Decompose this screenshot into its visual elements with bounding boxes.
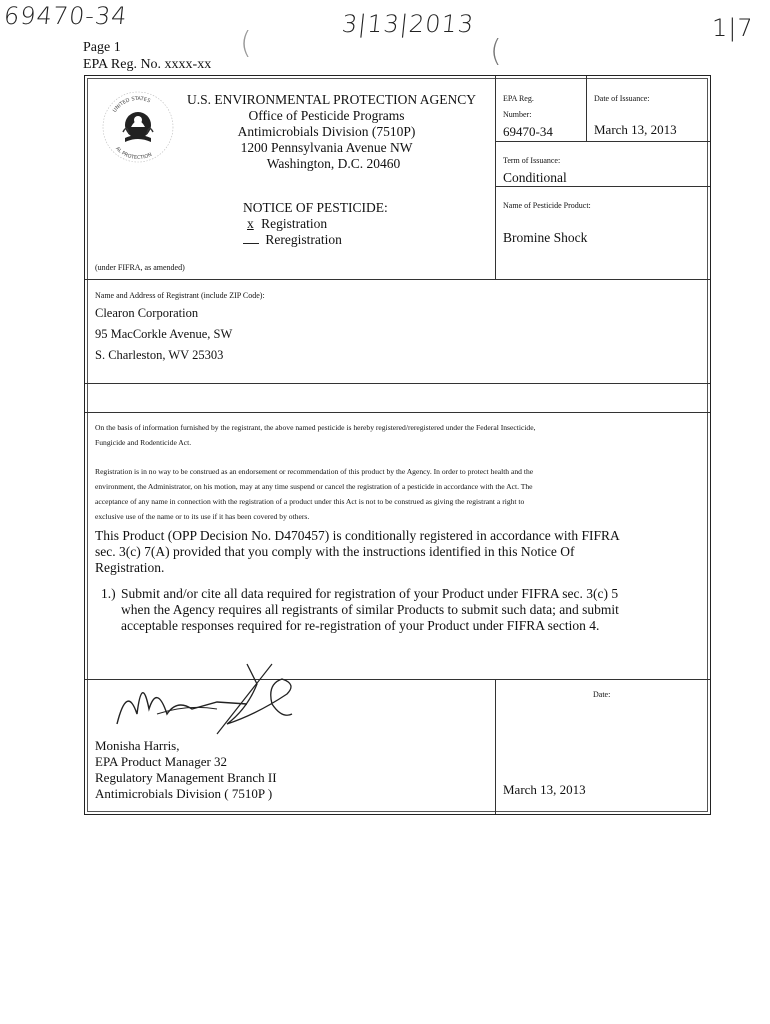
handwritten-reg-number: 69470-34 [2,2,130,30]
epa-reg-header: EPA Reg. No. xxxx-xx [83,57,212,72]
paragraph-line: sec. 3(c) 7(A) provided that you comply with the instructions identified in this Notice Of [95,544,575,559]
number-label: Number: [503,110,532,119]
handwritten-page-mark: 1|7 [712,14,754,42]
reregistration-label: Reregistration [265,232,342,247]
date-of-issuance-label: Date of Issuance: [594,94,650,103]
seal-text-top: UNITED STATES [111,95,152,114]
item-line: Submit and/or cite all data required for registration of your Product under FIFRA sec. 3(c) 5 [121,586,619,601]
page-number: Page 1 [83,40,121,55]
product-name-label: Name of Pesticide Product: [503,201,591,210]
agency-name: U.S. ENVIRONMENTAL PROTECTION AGENCY [187,92,477,107]
registrant-label: Name and Address of Registrant (include ZIP Code): [95,291,265,300]
reregistration-blank [243,233,259,244]
handwritten-date: 3|13|2013 [340,10,476,38]
basis-line: Fungicide and Rodenticide Act. [95,438,192,447]
agency-office: Office of Pesticide Programs [248,108,405,123]
agency-address [187,92,476,172]
divider [495,76,496,279]
paragraph-line: This Product (OPP Decision No. D470457) is conditionally registered in accordance with FIFRA [95,528,620,543]
signature-date-label: Date: [593,690,611,699]
basis-statement [95,420,695,450]
disclaimer-line: Registration is in no way to be construed as an endorsement or recommendation of this product by the Agency. In order to protect health and the [95,467,534,476]
divider [85,279,710,280]
disclaimer-line: acceptance of any name in connection with the registration of a product under this Act is not to be construed as giving the registrant a right to [95,497,525,506]
agency-city: Washington, D.C. 20460 [266,156,401,171]
registrant-city: S. Charleston, WV 25303 [95,348,224,362]
divider [85,412,710,413]
notice-title: NOTICE OF PESTICIDE: [243,200,388,215]
term-of-issuance: Conditional [503,170,567,185]
item-line: when the Agency requires all registrants of similar Products to submit such data; and submit [121,602,619,617]
disclaimer-statement [95,464,695,524]
item-line: acceptable responses required for re-registration of your Product under FIFRA section 4. [121,618,600,633]
divider [495,186,710,187]
scan-mark: ( [490,34,502,69]
signer-title: EPA Product Manager 32 [95,754,228,769]
scan-mark: ( [240,26,252,61]
registration-checkmark: x [247,216,254,231]
registrant-street: 95 MacCorkle Avenue, SW [95,327,233,341]
svg-text:UNITED STATES [112,96,151,114]
signature-date: March 13, 2013 [503,782,586,797]
divider [495,141,710,142]
under-fifra-note: (under FIFRA, as amended) [95,263,185,272]
signature-image [97,654,327,744]
divider [495,679,496,814]
epa-reg-label: EPA Reg. [503,94,534,103]
seal-text-bottom: AL PROTECTION [114,145,154,162]
product-name: Bromine Shock [503,230,588,245]
registration-label: Registration [261,216,328,231]
registrant-name: Clearon Corporation [95,306,199,320]
registration-option [243,216,388,232]
basis-line: On the basis of information furnished by the registrant, the above named pesticide is hereby registered/reregistered under the Federal Insecticide, [95,423,536,432]
agency-division: Antimicrobials Division (7510P) [237,124,416,139]
signer-division: Antimicrobials Division ( 7510P ) [95,786,273,801]
svg-text:AL PROTECTION [114,146,153,161]
item-text [121,586,711,634]
disclaimer-line: environment, the Administrator, on his motion, may at any time suspend or cancel the registration of a pesticide in accordance with the Act. The [95,482,533,491]
item-number: 1.) [101,586,116,601]
date-of-issuance: March 13, 2013 [594,122,677,137]
epa-seal-icon [101,90,175,164]
divider [586,76,587,141]
signer-name: Monisha Harris, [95,738,180,753]
reregistration-option [243,232,388,248]
agency-street: 1200 Pennsylvania Avenue NW [240,140,413,155]
notice-of-pesticide [243,200,388,248]
disclaimer-line: exclusive use of the name or to its use if it has been covered by others. [95,512,310,521]
term-of-issuance-label: Term of Issuance: [503,156,561,165]
signer-branch: Regulatory Management Branch II [95,770,277,785]
paragraph-line: Registration. [95,560,165,575]
registration-notice-form [84,75,711,815]
conditional-paragraph [95,528,705,576]
epa-reg-number: 69470-34 [503,124,553,139]
divider [85,383,710,384]
